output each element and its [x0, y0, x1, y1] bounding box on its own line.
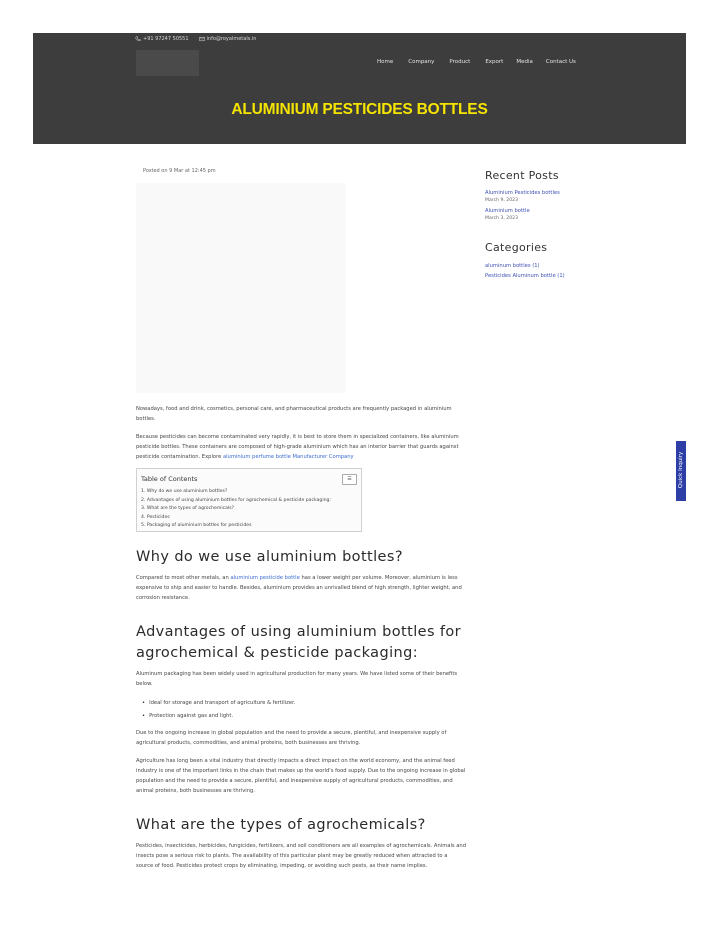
nav-home[interactable]: Home [377, 59, 394, 65]
nav-export[interactable]: Export [485, 59, 504, 65]
why-text-a: Compared to most other metals, an [136, 575, 231, 581]
toc-item[interactable]: 3. What are the types of agrochemicals? [141, 506, 235, 512]
recent-post-date: March 3, 2023 [485, 216, 518, 221]
why-paragraph [136, 573, 466, 603]
phone-icon [135, 36, 141, 42]
benefits-list [142, 697, 295, 722]
heading-advantages-2: agrochemical & pesticide packaging: [136, 645, 418, 661]
page-header-banner [33, 33, 686, 144]
intro-paragraph: Nowadays, food and drink, cosmetics, personal care, and pharmaceutical products are frequently packaged in aluminium bottles. [136, 406, 452, 422]
email-address: info@royalmetals.in [206, 36, 257, 42]
toc-item[interactable]: 1. Why do we use aluminium bottles? [141, 489, 228, 494]
page-title: ALUMINIUM PESTICIDES BOTTLES [231, 101, 488, 118]
recent-post-link[interactable]: Aluminium bottle [485, 208, 530, 214]
nav-product[interactable]: Product [449, 59, 471, 65]
email-contact[interactable] [199, 36, 257, 42]
quick-inquiry-label: Quick Inquiry [678, 451, 684, 489]
site-logo[interactable] [136, 50, 199, 76]
nav-contact-us[interactable]: Contact Us [545, 59, 576, 65]
heading-agrochemical-types: What are the types of agrochemicals? [136, 817, 426, 833]
heading-advantages-1: Advantages of using aluminium bottles for [136, 624, 462, 640]
nav-media[interactable]: Media [516, 59, 533, 65]
list-item: • Ideal for storage and transport of agriculture & fertilizer. [142, 697, 295, 710]
toc-title: Table of Contents [141, 475, 198, 483]
population-paragraph: Due to the ongoing increase in global population and the need to provide a secure, plentiful, and inexpensive supply of agricultural products, commodities, and animal proteins, both businesses are thriving. [136, 730, 447, 746]
pesticide-paragraph [136, 432, 466, 462]
toc-item[interactable]: 4. Pesticides [141, 514, 170, 520]
featured-image [136, 183, 346, 393]
main-navigation [377, 59, 576, 65]
heading-why-aluminium: Why do we use aluminium bottles? [136, 549, 403, 565]
agriculture-paragraph: Agriculture has long been a vital industry that directly impacts a direct impact on the world economy, and the animal feed industry is one of the important links in the chain that makes up the world's food supply. Due to the ongoing increase in global population and the need to provide a secure, plentiful, and inexpensive supply of agricultural products, commodities, and animal proteins, both businesses are thriving. [136, 758, 466, 794]
recent-posts-heading: Recent Posts [485, 169, 559, 182]
recent-post-date: March 9, 2023 [485, 198, 518, 203]
email-icon [199, 36, 205, 42]
quick-inquiry-button[interactable] [676, 441, 686, 501]
advantages-paragraph: Aluminum packaging has been widely used in agricultural production for many years. We have listed some of their benefits below. [136, 671, 458, 687]
category-link[interactable]: Pesticides Aluminum bottle (1) [485, 273, 565, 279]
toc-list [141, 488, 331, 531]
perfume-bottle-link[interactable]: aluminium perfume bottle Manufacturer Company [222, 454, 354, 460]
phone-contact[interactable] [135, 36, 189, 42]
toc-item[interactable]: 5. Packaging of aluminium bottles for pesticides [141, 523, 252, 529]
why-text-b: has a lower weight per volume. Moreover, aluminium is less expensive to ship and easier to handle. Besides, aluminium provides an unrivalled blend of high strength, lighter weight, and corrosion resistance. [136, 575, 462, 601]
post-meta: Posted on 9 Mar at 12:45 pm [143, 168, 216, 174]
toc-item[interactable]: 2. Advantages of using aluminium bottles for agrochemical & pesticide packaging: [141, 497, 331, 503]
toc-toggle-button[interactable]: ☰ [342, 474, 357, 485]
categories-heading: Categories [485, 241, 548, 254]
contact-topbar [135, 36, 256, 42]
recent-post-link[interactable]: Aluminium Pesticides bottles [485, 190, 560, 196]
category-link[interactable]: aluminum bottles (1) [485, 263, 540, 269]
list-item: • Protection against gas and light. [142, 710, 295, 723]
pesticide-text: Because pesticides can become contaminated very rapidly, it is best to store them in specialized containers, like aluminium pesticide bottles. These containers are composed of high-grade aluminium which has an interior barrier that guards against pesticide contamination. Explore [136, 434, 459, 460]
table-of-contents [136, 468, 362, 532]
pesticide-bottle-link[interactable]: aluminium pesticide bottle [230, 575, 300, 581]
phone-number: +91 97247 50551 [143, 36, 189, 42]
types-paragraph: Pesticides, insecticides, herbicides, fungicides, fertilizers, and soil conditioners are all examples of agrochemicals. Animals and insects pose a serious risk to plants. The availability of this particular plant may be greatly reduced when attracted to a source of food. Pesticides protect crops by eliminating, impeding, or avoiding such pests, as their name implies. [136, 843, 466, 869]
nav-company[interactable]: Company [408, 59, 435, 65]
